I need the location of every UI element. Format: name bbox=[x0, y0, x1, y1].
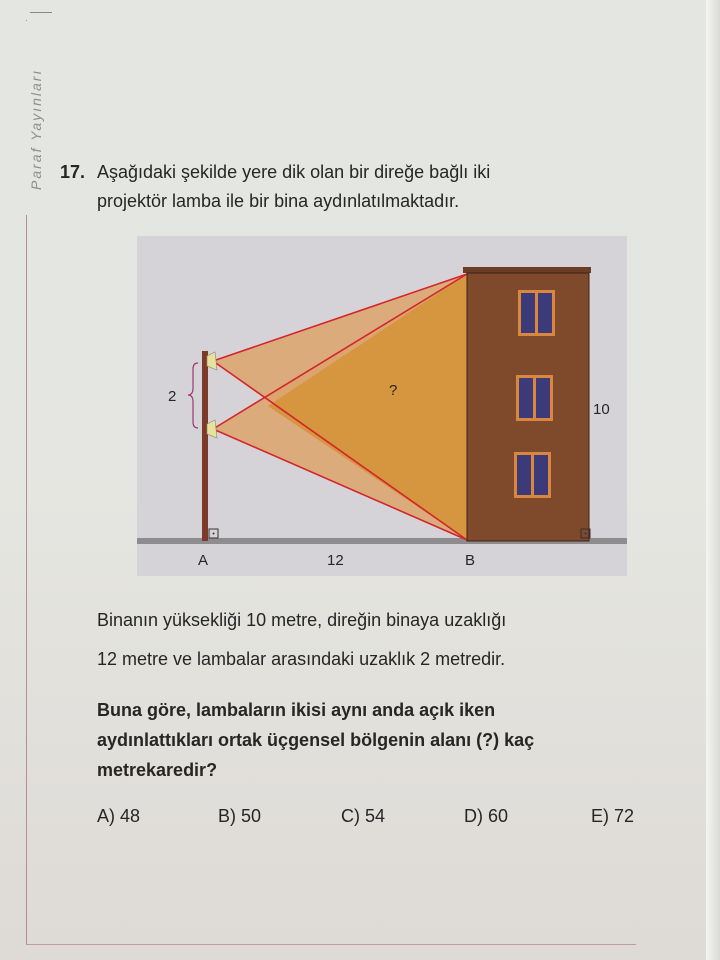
building-height-label: 10 bbox=[593, 401, 610, 418]
prompt-line-3: metrekaredir? bbox=[97, 760, 218, 780]
diagram-svg bbox=[137, 236, 627, 576]
building-roof bbox=[463, 267, 591, 273]
prompt-line-1: Buna göre, lambaların ikisi aynı anda açık iken bbox=[97, 700, 496, 720]
prompt-line-2: aydınlattıkları ortak üçgensel bölgenin alanı (?) kaç bbox=[97, 730, 535, 750]
given-line-1: Binanın yüksekliği 10 metre, direğin binaya uzaklığı bbox=[97, 610, 507, 630]
question-intro-line-1: Aşağıdaki şekilde yere dik olan bir direğe bağlı iki bbox=[97, 162, 491, 182]
option-d[interactable]: D) 60 bbox=[464, 806, 509, 826]
option-c[interactable]: C) 54 bbox=[341, 806, 386, 826]
bottom-rule bbox=[26, 944, 636, 945]
point-a-label: A bbox=[198, 552, 209, 569]
question-intro-line-2: projektör lamba ile bir bina aydınlatılmaktadır. bbox=[97, 191, 460, 211]
given-line-2: 12 metre ve lambalar arasındaki uzaklık 2 metredir. bbox=[97, 649, 506, 669]
margin-line-top bbox=[26, 20, 27, 21]
diagram-figure bbox=[137, 236, 627, 576]
option-b[interactable]: B) 50 bbox=[218, 806, 262, 826]
windows bbox=[514, 290, 555, 498]
option-e[interactable]: E) 72 bbox=[591, 806, 635, 826]
question-number: 17. bbox=[60, 162, 86, 182]
pole bbox=[202, 351, 208, 541]
publisher-label: Paraf Yayınları bbox=[28, 68, 44, 190]
point-b-label: B bbox=[465, 552, 476, 569]
top-tick-mark bbox=[30, 12, 52, 13]
distance-label: 12 bbox=[327, 552, 344, 569]
option-a[interactable]: A) 48 bbox=[97, 806, 141, 826]
lamp-gap-label: 2 bbox=[168, 388, 177, 405]
margin-line bbox=[26, 215, 27, 945]
unknown-area-label: ? bbox=[389, 382, 398, 399]
page-edge bbox=[706, 0, 720, 960]
